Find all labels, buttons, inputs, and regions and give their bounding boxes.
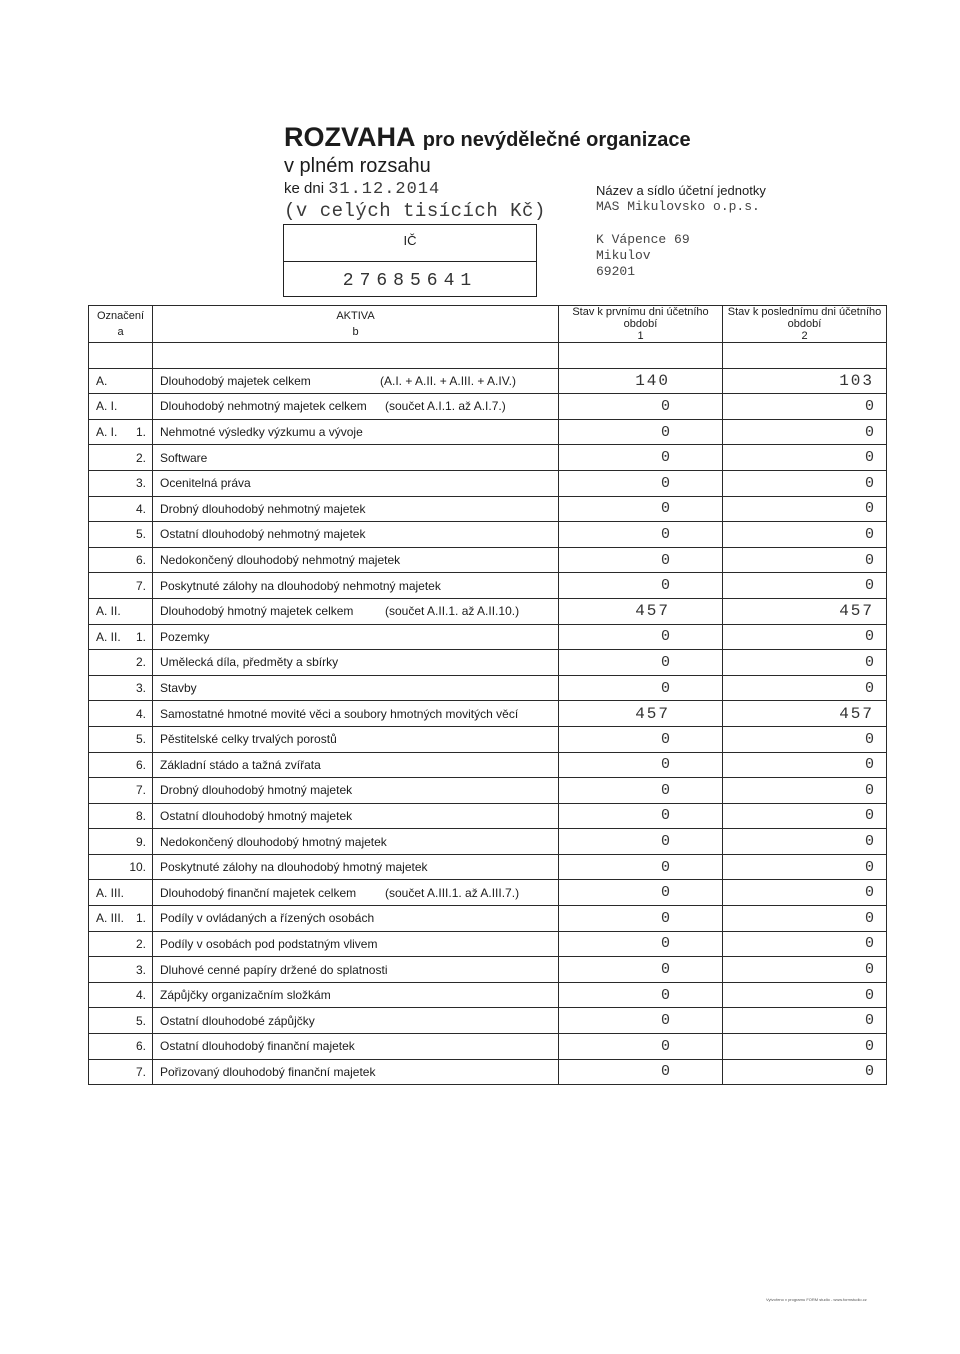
row-label: Ostatní dlouhodobé zápůjčky: [160, 1013, 315, 1028]
table-row: [89, 1059, 887, 1085]
row-number: 4.: [135, 706, 146, 721]
row-designation: [89, 701, 153, 727]
row-value-end: 0: [723, 752, 887, 778]
row-value-start: 0: [559, 445, 723, 471]
date-value: 31.12.2014: [328, 180, 441, 199]
row-sum-note: (součet A.III.1. až A.III.7.): [385, 885, 520, 900]
row-designation: [89, 650, 153, 676]
entity-zip: 69201: [596, 264, 636, 279]
row-item: [153, 854, 559, 880]
row-value-end: 0: [723, 470, 887, 496]
row-label: Pořizovaný dlouhodobý finanční majetek: [160, 1064, 376, 1079]
row-label: Dlouhodobý nehmotný majetek celkem: [160, 399, 367, 414]
row-value-end: 0: [723, 547, 887, 573]
document-title: [284, 122, 691, 155]
row-section: A. II.: [96, 604, 121, 619]
entity-street: K Vápence 69: [596, 232, 690, 247]
row-label: Ostatní dlouhodobý finanční majetek: [160, 1039, 355, 1054]
row-item: [153, 931, 559, 957]
table-row: [89, 829, 887, 855]
row-label: Software: [160, 450, 208, 465]
row-sum-note: (součet A.I.1. až A.I.7.): [385, 399, 506, 414]
row-number: 1.: [135, 911, 146, 926]
row-item: [153, 752, 559, 778]
table-row: [89, 982, 887, 1008]
row-number: 5.: [135, 732, 146, 747]
header-col-a-sub: a: [117, 326, 124, 338]
row-value-end: 0: [723, 445, 887, 471]
row-label: Dlouhodobý majetek celkem: [160, 373, 311, 388]
row-value-end: 0: [723, 726, 887, 752]
title-subtitle: v plném rozsahu: [284, 155, 431, 177]
row-number: 1.: [135, 629, 146, 644]
row-value-start: 0: [559, 522, 723, 548]
row-value-start: 0: [559, 752, 723, 778]
row-label: Umělecká díla, předměty a sbírky: [160, 655, 339, 670]
row-designation: [89, 547, 153, 573]
row-item: [153, 778, 559, 804]
row-value-end: 0: [723, 394, 887, 420]
row-designation: [89, 957, 153, 983]
row-designation: [89, 854, 153, 880]
header-col-b-sub: b: [352, 326, 359, 338]
row-item: [153, 470, 559, 496]
row-number: 4.: [135, 501, 146, 516]
balance-table: [88, 305, 887, 1085]
row-value-end: 0: [723, 1059, 887, 1085]
row-value-end: 0: [723, 522, 887, 548]
row-number: 5.: [135, 1013, 146, 1028]
row-value-start: 0: [559, 880, 723, 906]
row-number: 3.: [135, 681, 146, 696]
row-number: 7.: [135, 1064, 146, 1079]
row-item: [153, 880, 559, 906]
header-spacer: [89, 343, 887, 369]
row-label: Drobný dlouhodobý nehmotný majetek: [160, 501, 366, 516]
row-number: 6.: [135, 553, 146, 568]
row-value-end: 0: [723, 957, 887, 983]
row-number: 1.: [135, 425, 146, 440]
row-value-start: 0: [559, 829, 723, 855]
row-item: [153, 573, 559, 599]
ic-value: 27685641: [342, 271, 478, 291]
row-value-end: 0: [723, 675, 887, 701]
table-row: [89, 1008, 887, 1034]
ic-box: [283, 224, 537, 297]
row-label: Pozemky: [160, 629, 210, 644]
row-value-start: 0: [559, 726, 723, 752]
table-row: [89, 931, 887, 957]
row-label: Samostatné hmotné movité věci a soubory hmotných movitých věcí: [160, 706, 519, 721]
row-value-start: 140: [559, 368, 723, 394]
table-row: [89, 906, 887, 932]
row-designation: [89, 368, 153, 394]
row-sum-note: (součet A.II.1. až A.II.10.): [385, 604, 520, 619]
row-item: [153, 419, 559, 445]
row-value-end: 0: [723, 880, 887, 906]
row-value-end: 0: [723, 829, 887, 855]
row-value-start: 0: [559, 1008, 723, 1034]
row-section: A. I.: [96, 399, 118, 414]
entity-block: [596, 183, 766, 280]
row-value-start: 0: [559, 419, 723, 445]
row-value-end: 0: [723, 854, 887, 880]
row-value-start: 0: [559, 624, 723, 650]
header-col-1: [559, 306, 723, 343]
row-value-end: 0: [723, 496, 887, 522]
row-number: 4.: [135, 988, 146, 1003]
row-label: Pěstitelské celky trvalých porostů: [160, 732, 337, 747]
row-item: [153, 368, 559, 394]
row-item: [153, 726, 559, 752]
row-designation: [89, 880, 153, 906]
title-block: [284, 122, 691, 178]
row-designation: [89, 445, 153, 471]
row-number: 8.: [135, 808, 146, 823]
table-row: [89, 778, 887, 804]
row-value-start: 0: [559, 547, 723, 573]
row-label: Dlouhodobý finanční majetek celkem: [160, 885, 357, 900]
row-designation: [89, 931, 153, 957]
row-value-start: 0: [559, 650, 723, 676]
row-sum-note: (A.I. + A.II. + A.III. + A.IV.): [380, 373, 516, 388]
row-label: Ostatní dlouhodobý nehmotný majetek: [160, 527, 366, 542]
row-value-end: 457: [723, 598, 887, 624]
header-col-1-line2: období: [623, 318, 658, 330]
table-row: [89, 854, 887, 880]
row-designation: [89, 470, 153, 496]
row-label: Nedokončený dlouhodobý nehmotný majetek: [160, 553, 401, 568]
row-designation: [89, 675, 153, 701]
row-value-end: 0: [723, 906, 887, 932]
row-number: 2.: [135, 450, 146, 465]
row-item: [153, 624, 559, 650]
row-number: 3.: [135, 962, 146, 977]
table-row: [89, 701, 887, 727]
row-value-end: 0: [723, 778, 887, 804]
row-label: Dluhové cenné papíry držené do splatnosti: [160, 962, 388, 977]
row-designation: [89, 1059, 153, 1085]
row-number: 2.: [135, 655, 146, 670]
row-section: A. III.: [96, 885, 125, 900]
ic-divider: [284, 261, 536, 262]
row-item: [153, 1059, 559, 1085]
row-section: A. III.: [96, 911, 125, 926]
row-designation: [89, 778, 153, 804]
row-value-end: 0: [723, 1008, 887, 1034]
table-row: [89, 752, 887, 778]
row-item: [153, 445, 559, 471]
row-label: Poskytnuté zálohy na dlouhodobý nehmotný majetek: [160, 578, 441, 593]
table-row: [89, 547, 887, 573]
row-section: A. II.: [96, 629, 121, 644]
entity-label: Název a sídlo účetní jednotky: [596, 183, 766, 198]
row-designation: [89, 573, 153, 599]
date-line: [284, 180, 440, 199]
table-row: [89, 573, 887, 599]
row-number: 10.: [129, 860, 146, 875]
date-label: ke dni: [284, 180, 325, 197]
units-note: (v celých tisících Kč): [284, 200, 546, 222]
row-value-end: 0: [723, 573, 887, 599]
row-designation: [89, 982, 153, 1008]
row-label: Podíly v osobách pod podstatným vlivem: [160, 936, 378, 951]
row-designation: [89, 803, 153, 829]
header-col-1-sub: 1: [637, 330, 644, 342]
table-header-row: [89, 306, 887, 343]
row-designation: [89, 624, 153, 650]
row-number: 5.: [135, 527, 146, 542]
row-value-start: 0: [559, 394, 723, 420]
row-number: 7.: [135, 783, 146, 798]
entity-name: MAS Mikulovsko o.p.s.: [596, 199, 760, 214]
row-label: Nehmotné výsledky výzkumu a vývoje: [160, 425, 363, 440]
table-row: [89, 675, 887, 701]
header-col-a: [89, 306, 153, 343]
row-number: 2.: [135, 936, 146, 951]
row-label: Ostatní dlouhodobý hmotný majetek: [160, 808, 353, 823]
row-item: [153, 522, 559, 548]
row-value-start: 0: [559, 1034, 723, 1060]
row-designation: [89, 598, 153, 624]
row-item: [153, 1034, 559, 1060]
row-value-end: 0: [723, 931, 887, 957]
row-label: Základní stádo a tažná zvířata: [160, 757, 321, 772]
table-row: [89, 624, 887, 650]
row-value-start: 0: [559, 957, 723, 983]
row-label: Stavby: [160, 681, 197, 696]
row-value-start: 457: [559, 598, 723, 624]
row-value-end: 0: [723, 650, 887, 676]
row-designation: [89, 522, 153, 548]
row-value-end: 0: [723, 803, 887, 829]
row-designation: [89, 752, 153, 778]
header-col-2: [723, 306, 887, 343]
row-label: Drobný dlouhodobý hmotný majetek: [160, 783, 353, 798]
row-section: A.: [96, 373, 108, 388]
row-value-end: 0: [723, 982, 887, 1008]
table-row: [89, 496, 887, 522]
row-item: [153, 496, 559, 522]
ic-label: IČ: [403, 233, 417, 248]
row-item: [153, 982, 559, 1008]
row-designation: [89, 726, 153, 752]
table-row: [89, 650, 887, 676]
row-value-start: 0: [559, 931, 723, 957]
table-row: [89, 957, 887, 983]
row-designation: [89, 394, 153, 420]
row-item: [153, 547, 559, 573]
row-value-start: 0: [559, 982, 723, 1008]
row-label: Zápůjčky organizačním složkám: [160, 988, 331, 1003]
table-row: [89, 598, 887, 624]
row-value-end: 0: [723, 624, 887, 650]
table-row: [89, 394, 887, 420]
row-value-end: 0: [723, 419, 887, 445]
row-value-start: 0: [559, 470, 723, 496]
table-row: [89, 470, 887, 496]
row-label: Nedokončený dlouhodobý hmotný majetek: [160, 834, 387, 849]
row-item: [153, 829, 559, 855]
title-rest: pro nevýdělečné organizace: [422, 129, 691, 151]
header-col-2-sub: 2: [801, 330, 808, 342]
header-col-b-label: AKTIVA: [336, 310, 375, 322]
row-section: A. I.: [96, 425, 118, 440]
row-value-start: 0: [559, 675, 723, 701]
table-row: [89, 368, 887, 394]
row-value-end: 0: [723, 1034, 887, 1060]
header-col-a-label: Označení: [96, 310, 145, 322]
row-designation: [89, 496, 153, 522]
row-item: [153, 957, 559, 983]
row-value-start: 0: [559, 906, 723, 932]
row-item: [153, 1008, 559, 1034]
row-label: Poskytnuté zálohy na dlouhodobý hmotný majetek: [160, 860, 428, 875]
row-value-start: 0: [559, 803, 723, 829]
row-designation: [89, 1034, 153, 1060]
row-label: Podíly v ovládaných a řízených osobách: [160, 911, 375, 926]
header-col-1-line1: Stav k prvnímu dni účetního: [572, 306, 709, 318]
row-label: Dlouhodobý hmotný majetek celkem: [160, 604, 354, 619]
table-row: [89, 522, 887, 548]
header-col-2-line1: Stav k poslednímu dni účetního: [727, 306, 882, 318]
row-item: [153, 675, 559, 701]
row-item: [153, 701, 559, 727]
row-number: 9.: [135, 834, 146, 849]
row-number: 6.: [135, 757, 146, 772]
row-value-start: 0: [559, 496, 723, 522]
row-item: [153, 803, 559, 829]
row-number: 3.: [135, 476, 146, 491]
table-row: [89, 726, 887, 752]
row-label: Ocenitelná práva: [160, 476, 251, 491]
table-row: [89, 803, 887, 829]
entity-city: Mikulov: [596, 248, 651, 263]
header-col-b: [153, 306, 559, 343]
row-value-end: 103: [723, 368, 887, 394]
row-value-start: 0: [559, 1059, 723, 1085]
table-row: [89, 880, 887, 906]
row-item: [153, 394, 559, 420]
row-designation: [89, 419, 153, 445]
row-designation: [89, 906, 153, 932]
header-col-2-line2: období: [787, 318, 822, 330]
row-value-start: 0: [559, 573, 723, 599]
row-item: [153, 650, 559, 676]
row-item: [153, 598, 559, 624]
table-row: [89, 1034, 887, 1060]
row-value-end: 457: [723, 701, 887, 727]
title-main: ROZVAHA: [284, 122, 416, 152]
footer-note: Vytvořeno v programu FORM studio - www.formstudio.cz: [766, 1297, 867, 1302]
row-value-start: 0: [559, 778, 723, 804]
row-designation: [89, 829, 153, 855]
row-number: 7.: [135, 578, 146, 593]
row-value-start: 457: [559, 701, 723, 727]
row-number: 6.: [135, 1039, 146, 1054]
row-item: [153, 906, 559, 932]
row-designation: [89, 1008, 153, 1034]
row-value-start: 0: [559, 854, 723, 880]
table-row: [89, 419, 887, 445]
table-row: [89, 445, 887, 471]
